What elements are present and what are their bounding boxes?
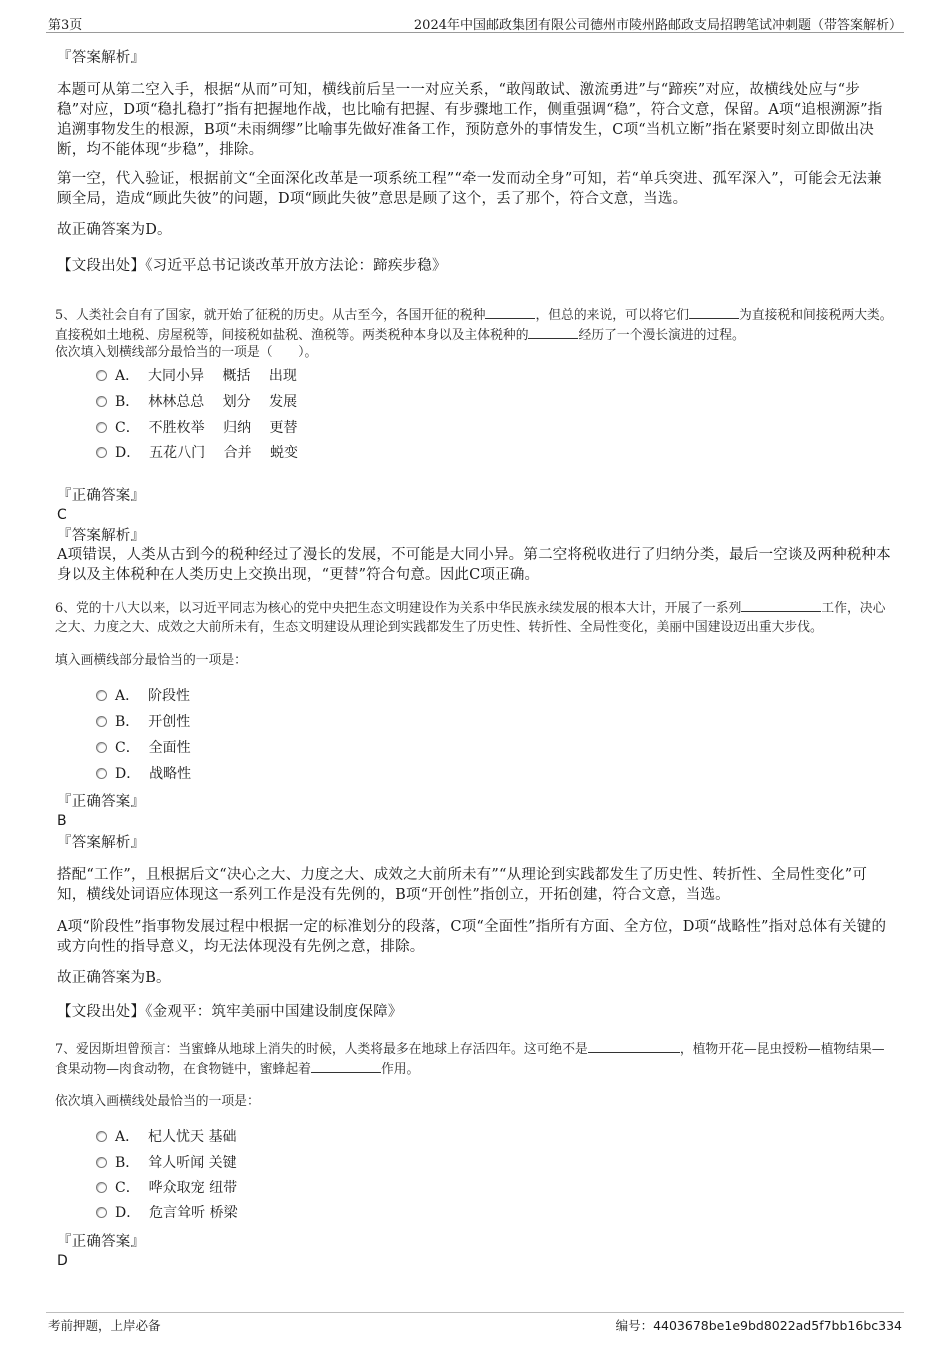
option-d[interactable]: D． 危言耸听 桥梁 [96, 1203, 238, 1223]
correct-answer-value: C [57, 507, 67, 523]
question-prompt: 填入画横线部分最恰当的一项是： [55, 653, 247, 668]
radio-icon[interactable] [96, 1157, 107, 1168]
radio-icon[interactable] [96, 447, 107, 458]
correct-answer-label: 『正确答案』 [57, 488, 146, 504]
page-number: 第3页 [48, 18, 83, 33]
option-b[interactable]: B． 林林总总 划分 发展 [96, 392, 297, 412]
answer-blank [689, 306, 739, 319]
radio-icon[interactable] [96, 768, 107, 779]
option-a[interactable]: A． 阶段性 [96, 686, 190, 706]
question-prompt: 依次填入划横线部分最恰当的一项是（ ）。 [55, 345, 318, 360]
analysis-label: 『答案解析』 [57, 528, 146, 544]
option-a[interactable]: A． 杞人忧天 基础 [96, 1127, 236, 1147]
document-code: 编号：4403678be1e9bd8022ad5f7bb16bc334 [615, 1318, 902, 1333]
conclusion-text: 故正确答案为D。 [57, 222, 172, 238]
option-d[interactable]: D． 五花八门 合并 蜕变 [96, 443, 298, 463]
answer-blank [485, 306, 535, 319]
answer-blank [588, 1040, 680, 1053]
radio-icon[interactable] [96, 396, 107, 407]
analysis-paragraph: 第一空，代入验证，根据前文“全面深化改革是一项系统工程”“牵一发而动全身”可知，若“单兵突进、孤军深入”，可能会无法兼顾全局，造成“顾此失彼”的问题，D项“顾此失彼”意思是顾了这个，丢了那个，符合文意，当选。 [57, 171, 882, 207]
question-6-stem: 6、党的十八大以来，以习近平同志为核心的党中央把生态文明建设作为关系中华民族永续发展的根本大计，开展了一系列 工作，决心之大、力度之大、成效之大前所未有，生态文明建设从理论到实践都发生了历史性、转折性、全局性变化，美丽中国建设迈出重大步伐。 [55, 601, 886, 635]
question-prompt: 依次填入画横线处最恰当的一项是： [55, 1094, 260, 1109]
page-footer [46, 1312, 904, 1335]
correct-answer-label: 『正确答案』 [57, 1234, 146, 1250]
question-5-stem: 5、人类社会自有了国家，就开始了征税的历史。从古至今，各国开征的税种 ，但总的来说，可以将它们 为直接税和间接税两大类。直接税如土地税、房屋税等，间接税如盐税、渔税等。两类税种本身以及主体税种的 经历了一个漫长演进的过程。 [55, 308, 893, 343]
correct-answer-label: 『正确答案』 [57, 794, 146, 810]
analysis-paragraph: A项错误，人类从古到今的税种经过了漫长的发展，不可能是大同小异。第二空将税收进行了归纳分类，最后一空谈及两种税种本身以及主体税种在人类历史上交换出现，“更替”符合句意。因此C项正确。 [57, 547, 891, 583]
answer-blank [311, 1060, 381, 1073]
analysis-label: 『答案解析』 [57, 50, 146, 66]
analysis-paragraph: 本题可从第二空入手，根据“从而”可知，横线前后呈一一对应关系，“敢闯敢试、激流勇进”与“蹄疾”对应，故横线处应与“步稳”对应，D项“稳扎稳打”指有把握地作战，也比喻有把握、有步骤地工作，侧重强调“稳”，符合文意，保留。A项“追根溯源”指追溯事物发生的根源，B项“未雨绸缪”比喻事先做好准备工作，预防意外的事情发生，C项“当机立断”指在紧要时刻立即做出决断，均不能体现“步稳”，排除。 [57, 82, 883, 158]
document-title: 2024年中国邮政集团有限公司德州市陵州路邮政支局招聘笔试冲刺题（带答案解析） [413, 18, 902, 33]
option-b[interactable]: B． 开创性 [96, 712, 190, 732]
radio-icon[interactable] [96, 1182, 107, 1193]
analysis-paragraph: 搭配“工作”，且根据后文“决心之大、力度之大、成效之大前所未有”“从理论到实践都发生了历史性、转折性、全局性变化”可知，横线处词语应体现这一系列工作是没有先例的，B项“开创性”指创立，开拓创建，符合文意，当选。 [57, 867, 868, 903]
option-c[interactable]: C． 全面性 [96, 738, 191, 758]
option-d[interactable]: D． 战略性 [96, 764, 191, 784]
answer-blank [528, 326, 578, 339]
analysis-label: 『答案解析』 [57, 835, 146, 851]
radio-icon[interactable] [96, 1207, 107, 1218]
option-a[interactable]: A． 大同小异 概括 出现 [96, 366, 297, 386]
option-b[interactable]: B． 耸人听闻 关键 [96, 1153, 237, 1173]
radio-icon[interactable] [96, 370, 107, 381]
answer-blank [741, 599, 821, 612]
radio-icon[interactable] [96, 716, 107, 727]
radio-icon[interactable] [96, 690, 107, 701]
option-c[interactable]: C． 不胜枚举 归纳 更替 [96, 418, 298, 438]
correct-answer-value: D [57, 1253, 68, 1269]
page-header [46, 12, 904, 33]
conclusion-text: 故正确答案为B。 [57, 970, 171, 986]
analysis-paragraph: A项“阶段性”指事物发展过程中根据一定的标准划分的段落，C项“全面性”指所有方面、全方位，D项“战略性”指对总体有关键的或方向性的指导意义，均无法体现没有先例之意，排除。 [57, 919, 887, 955]
question-7-stem: 7、爱因斯坦曾预言：当蜜蜂从地球上消失的时候，人类将最多在地球上存活四年。这可绝不是 ，植物开花—昆虫授粉—植物结果—食果动物—肉食动物，在食物链中，蜜蜂起着 作用。 [55, 1042, 885, 1077]
source-citation: 【文段出处】《习近平总书记谈改革开放方法论：蹄疾步稳》 [57, 258, 447, 274]
radio-icon[interactable] [96, 422, 107, 433]
footer-slogan: 考前押题，上岸必备 [48, 1318, 161, 1333]
radio-icon[interactable] [96, 1131, 107, 1142]
correct-answer-value: B [57, 813, 67, 829]
option-c[interactable]: C． 哗众取宠 纽带 [96, 1178, 237, 1198]
source-citation: 【文段出处】《金观平：筑牢美丽中国建设制度保障》 [57, 1004, 403, 1020]
radio-icon[interactable] [96, 742, 107, 753]
